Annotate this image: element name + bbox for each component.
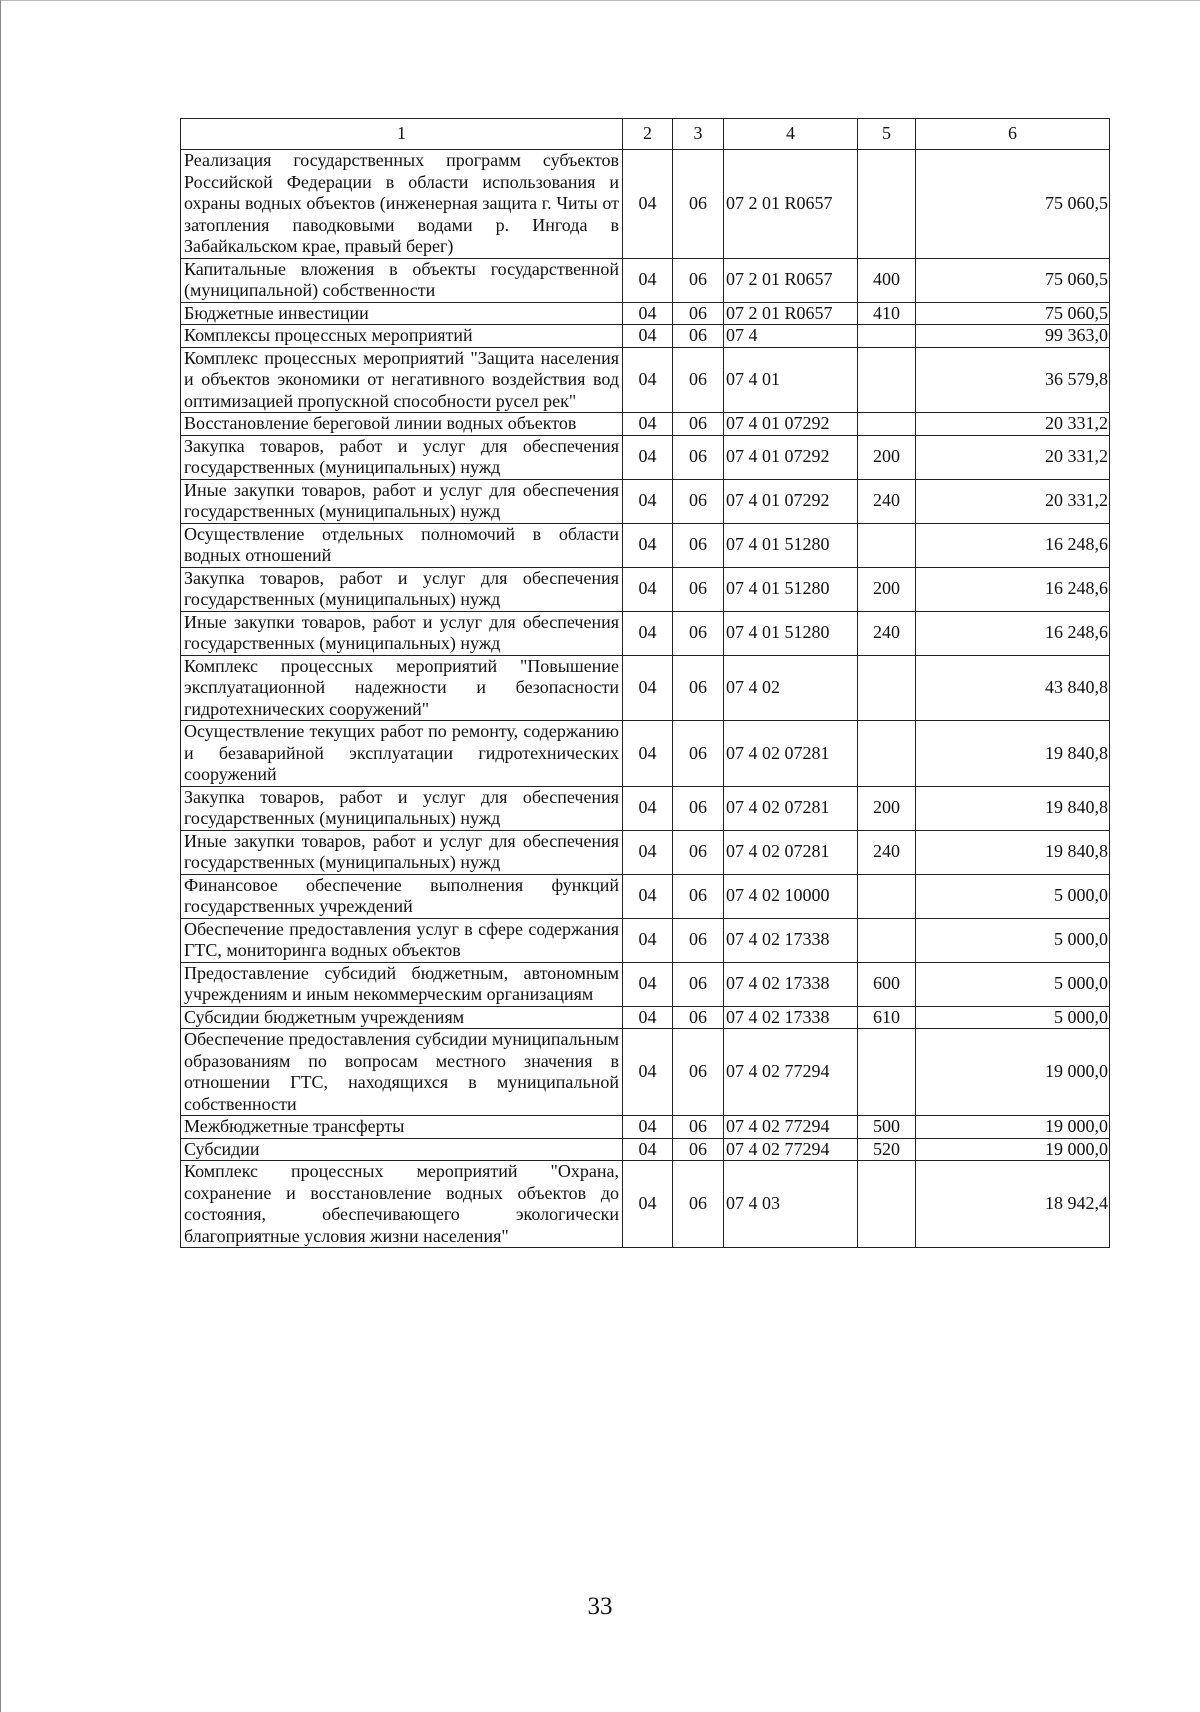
table-row: [181, 830, 1110, 874]
row-name-cell: Комплекс процессных мероприятий "Защита населения и объектов экономики от негативного воздействия вод оптимизацией пропускной способности русел рек": [181, 347, 623, 413]
subsection-cell: 06: [673, 435, 724, 479]
amount-cell: 16 248,6: [916, 523, 1110, 567]
target-article-cell: 07 4 01 07292: [724, 435, 858, 479]
column-header: 5: [858, 119, 916, 150]
section-cell: 04: [623, 567, 673, 611]
row-name-cell: Иные закупки товаров, работ и услуг для обеспечения государственных (муниципальных) нужд: [181, 830, 623, 874]
table-row: [181, 655, 1110, 721]
budget-table: [180, 118, 1110, 1248]
table-row: [181, 258, 1110, 302]
section-cell: 04: [623, 611, 673, 655]
table-row: [181, 523, 1110, 567]
section-cell: 04: [623, 258, 673, 302]
row-name-cell: Закупка товаров, работ и услуг для обеспечения государственных (муниципальных) нужд: [181, 567, 623, 611]
target-article-cell: 07 4 02 07281: [724, 721, 858, 787]
amount-cell: 75 060,5: [916, 258, 1110, 302]
table-row: [181, 435, 1110, 479]
table-row: [181, 479, 1110, 523]
target-article-cell: 07 4 02: [724, 655, 858, 721]
table-row: [181, 918, 1110, 962]
target-article-cell: 07 4 02 07281: [724, 830, 858, 874]
target-article-cell: 07 4 02 17338: [724, 918, 858, 962]
expense-type-cell: [858, 655, 916, 721]
section-cell: 04: [623, 1006, 673, 1029]
section-cell: 04: [623, 347, 673, 413]
row-name-cell: Предоставление субсидий бюджетным, автономным учреждениям и иным некоммерческим организациям: [181, 962, 623, 1006]
row-name-cell: Обеспечение предоставления услуг в сфере содержания ГТС, мониторинга водных объектов: [181, 918, 623, 962]
target-article-cell: 07 4 03: [724, 1161, 858, 1248]
amount-cell: 5 000,0: [916, 1006, 1110, 1029]
section-cell: 04: [623, 1138, 673, 1161]
subsection-cell: 06: [673, 786, 724, 830]
amount-cell: 20 331,2: [916, 479, 1110, 523]
table-header-row: [181, 119, 1110, 150]
section-cell: 04: [623, 150, 673, 259]
target-article-cell: 07 4 01 07292: [724, 479, 858, 523]
section-cell: 04: [623, 874, 673, 918]
section-cell: 04: [623, 786, 673, 830]
section-cell: 04: [623, 413, 673, 436]
table-row: [181, 325, 1110, 348]
amount-cell: 16 248,6: [916, 567, 1110, 611]
section-cell: 04: [623, 830, 673, 874]
subsection-cell: 06: [673, 413, 724, 436]
expense-type-cell: [858, 150, 916, 259]
table-row: [181, 721, 1110, 787]
table-row: [181, 1138, 1110, 1161]
table-row: [181, 1006, 1110, 1029]
table-row: [181, 347, 1110, 413]
expense-type-cell: [858, 874, 916, 918]
amount-cell: 5 000,0: [916, 962, 1110, 1006]
amount-cell: 19 000,0: [916, 1138, 1110, 1161]
row-name-cell: Межбюджетные трансферты: [181, 1116, 623, 1139]
subsection-cell: 06: [673, 721, 724, 787]
target-article-cell: 07 4 01 07292: [724, 413, 858, 436]
expense-type-cell: 200: [858, 786, 916, 830]
section-cell: 04: [623, 962, 673, 1006]
table-row: [181, 611, 1110, 655]
expense-type-cell: [858, 1029, 916, 1116]
subsection-cell: 06: [673, 258, 724, 302]
expense-type-cell: [858, 1161, 916, 1248]
expense-type-cell: 520: [858, 1138, 916, 1161]
row-name-cell: Иные закупки товаров, работ и услуг для обеспечения государственных (муниципальных) нужд: [181, 479, 623, 523]
amount-cell: 75 060,5: [916, 150, 1110, 259]
subsection-cell: 06: [673, 1029, 724, 1116]
target-article-cell: 07 2 01 R0657: [724, 302, 858, 325]
amount-cell: 20 331,2: [916, 435, 1110, 479]
row-name-cell: Комплекс процессных мероприятий "Повышение эксплуатационной надежности и безопасности гидротехнических сооружений": [181, 655, 623, 721]
row-name-cell: Комплексы процессных мероприятий: [181, 325, 623, 348]
section-cell: 04: [623, 302, 673, 325]
target-article-cell: 07 2 01 R0657: [724, 258, 858, 302]
table-body: [181, 150, 1110, 1248]
table-row: [181, 874, 1110, 918]
row-name-cell: Иные закупки товаров, работ и услуг для обеспечения государственных (муниципальных) нужд: [181, 611, 623, 655]
target-article-cell: 07 4 02 17338: [724, 1006, 858, 1029]
target-article-cell: 07 4 01: [724, 347, 858, 413]
amount-cell: 19 000,0: [916, 1116, 1110, 1139]
scan-edge-top: [0, 0, 1200, 1]
table-row: [181, 1116, 1110, 1139]
table-row: [181, 567, 1110, 611]
table-row: [181, 786, 1110, 830]
amount-cell: 20 331,2: [916, 413, 1110, 436]
section-cell: 04: [623, 523, 673, 567]
target-article-cell: 07 4 02 17338: [724, 962, 858, 1006]
row-name-cell: Закупка товаров, работ и услуг для обеспечения государственных (муниципальных) нужд: [181, 786, 623, 830]
row-name-cell: Капитальные вложения в объекты государственной (муниципальной) собственности: [181, 258, 623, 302]
subsection-cell: 06: [673, 479, 724, 523]
amount-cell: 16 248,6: [916, 611, 1110, 655]
amount-cell: 5 000,0: [916, 918, 1110, 962]
table-row: [181, 962, 1110, 1006]
subsection-cell: 06: [673, 1138, 724, 1161]
row-name-cell: Бюджетные инвестиции: [181, 302, 623, 325]
subsection-cell: 06: [673, 1161, 724, 1248]
target-article-cell: 07 4 01 51280: [724, 611, 858, 655]
section-cell: 04: [623, 1161, 673, 1248]
subsection-cell: 06: [673, 1116, 724, 1139]
amount-cell: 43 840,8: [916, 655, 1110, 721]
expense-type-cell: [858, 413, 916, 436]
budget-table-container: [180, 118, 1109, 1248]
row-name-cell: Осуществление текущих работ по ремонту, содержанию и безаварийной эксплуатации гидротехнических сооружений: [181, 721, 623, 787]
row-name-cell: Обеспечение предоставления субсидии муниципальным образованиям по вопросам местного значения в отношении ГТС, находящихся в муниципальной собственности: [181, 1029, 623, 1116]
expense-type-cell: 240: [858, 830, 916, 874]
expense-type-cell: 410: [858, 302, 916, 325]
section-cell: 04: [623, 479, 673, 523]
target-article-cell: 07 4 02 07281: [724, 786, 858, 830]
column-header: 2: [623, 119, 673, 150]
column-header: 6: [916, 119, 1110, 150]
section-cell: 04: [623, 325, 673, 348]
expense-type-cell: [858, 325, 916, 348]
table-row: [181, 1029, 1110, 1116]
amount-cell: 5 000,0: [916, 874, 1110, 918]
target-article-cell: 07 4 01 51280: [724, 523, 858, 567]
column-header: 3: [673, 119, 724, 150]
amount-cell: 75 060,5: [916, 302, 1110, 325]
subsection-cell: 06: [673, 1006, 724, 1029]
target-article-cell: 07 2 01 R0657: [724, 150, 858, 259]
expense-type-cell: [858, 347, 916, 413]
section-cell: 04: [623, 1116, 673, 1139]
row-name-cell: Закупка товаров, работ и услуг для обеспечения государственных (муниципальных) нужд: [181, 435, 623, 479]
section-cell: 04: [623, 918, 673, 962]
target-article-cell: 07 4: [724, 325, 858, 348]
expense-type-cell: 200: [858, 435, 916, 479]
expense-type-cell: [858, 721, 916, 787]
amount-cell: 19 000,0: [916, 1029, 1110, 1116]
column-header: 4: [724, 119, 858, 150]
subsection-cell: 06: [673, 347, 724, 413]
expense-type-cell: 600: [858, 962, 916, 1006]
subsection-cell: 06: [673, 962, 724, 1006]
row-name-cell: Субсидии бюджетным учреждениям: [181, 1006, 623, 1029]
subsection-cell: 06: [673, 567, 724, 611]
amount-cell: 19 840,8: [916, 786, 1110, 830]
column-header: 1: [181, 119, 623, 150]
amount-cell: 36 579,8: [916, 347, 1110, 413]
table-row: [181, 302, 1110, 325]
target-article-cell: 07 4 02 77294: [724, 1138, 858, 1161]
row-name-cell: Реализация государственных программ субъектов Российской Федерации в области использования и охраны водных объектов (инженерная защита г. Читы от затопления паводковыми водами р. Ингода в Забайкальском крае, правый берег): [181, 150, 623, 259]
section-cell: 04: [623, 655, 673, 721]
subsection-cell: 06: [673, 918, 724, 962]
subsection-cell: 06: [673, 150, 724, 259]
table-row: [181, 150, 1110, 259]
target-article-cell: 07 4 01 51280: [724, 567, 858, 611]
row-name-cell: Комплекс процессных мероприятий "Охрана, сохранение и восстановление водных объектов до состояния, обеспечивающего экологически благоприятные условия жизни населения": [181, 1161, 623, 1248]
subsection-cell: 06: [673, 611, 724, 655]
expense-type-cell: 240: [858, 479, 916, 523]
table-row: [181, 1161, 1110, 1248]
expense-type-cell: 500: [858, 1116, 916, 1139]
page-number: 33: [587, 1593, 613, 1620]
row-name-cell: Финансовое обеспечение выполнения функций государственных учреждений: [181, 874, 623, 918]
expense-type-cell: 240: [858, 611, 916, 655]
section-cell: 04: [623, 1029, 673, 1116]
subsection-cell: 06: [673, 655, 724, 721]
scan-edge-left: [0, 0, 1, 1712]
row-name-cell: Субсидии: [181, 1138, 623, 1161]
section-cell: 04: [623, 721, 673, 787]
row-name-cell: Осуществление отдельных полномочий в области водных отношений: [181, 523, 623, 567]
amount-cell: 99 363,0: [916, 325, 1110, 348]
target-article-cell: 07 4 02 10000: [724, 874, 858, 918]
subsection-cell: 06: [673, 874, 724, 918]
amount-cell: 19 840,8: [916, 721, 1110, 787]
amount-cell: 18 942,4: [916, 1161, 1110, 1248]
table-row: [181, 413, 1110, 436]
expense-type-cell: 400: [858, 258, 916, 302]
subsection-cell: 06: [673, 523, 724, 567]
row-name-cell: Восстановление береговой линии водных объектов: [181, 413, 623, 436]
target-article-cell: 07 4 02 77294: [724, 1116, 858, 1139]
expense-type-cell: [858, 918, 916, 962]
expense-type-cell: 610: [858, 1006, 916, 1029]
subsection-cell: 06: [673, 830, 724, 874]
subsection-cell: 06: [673, 302, 724, 325]
subsection-cell: 06: [673, 325, 724, 348]
target-article-cell: 07 4 02 77294: [724, 1029, 858, 1116]
expense-type-cell: [858, 523, 916, 567]
expense-type-cell: 200: [858, 567, 916, 611]
amount-cell: 19 840,8: [916, 830, 1110, 874]
section-cell: 04: [623, 435, 673, 479]
